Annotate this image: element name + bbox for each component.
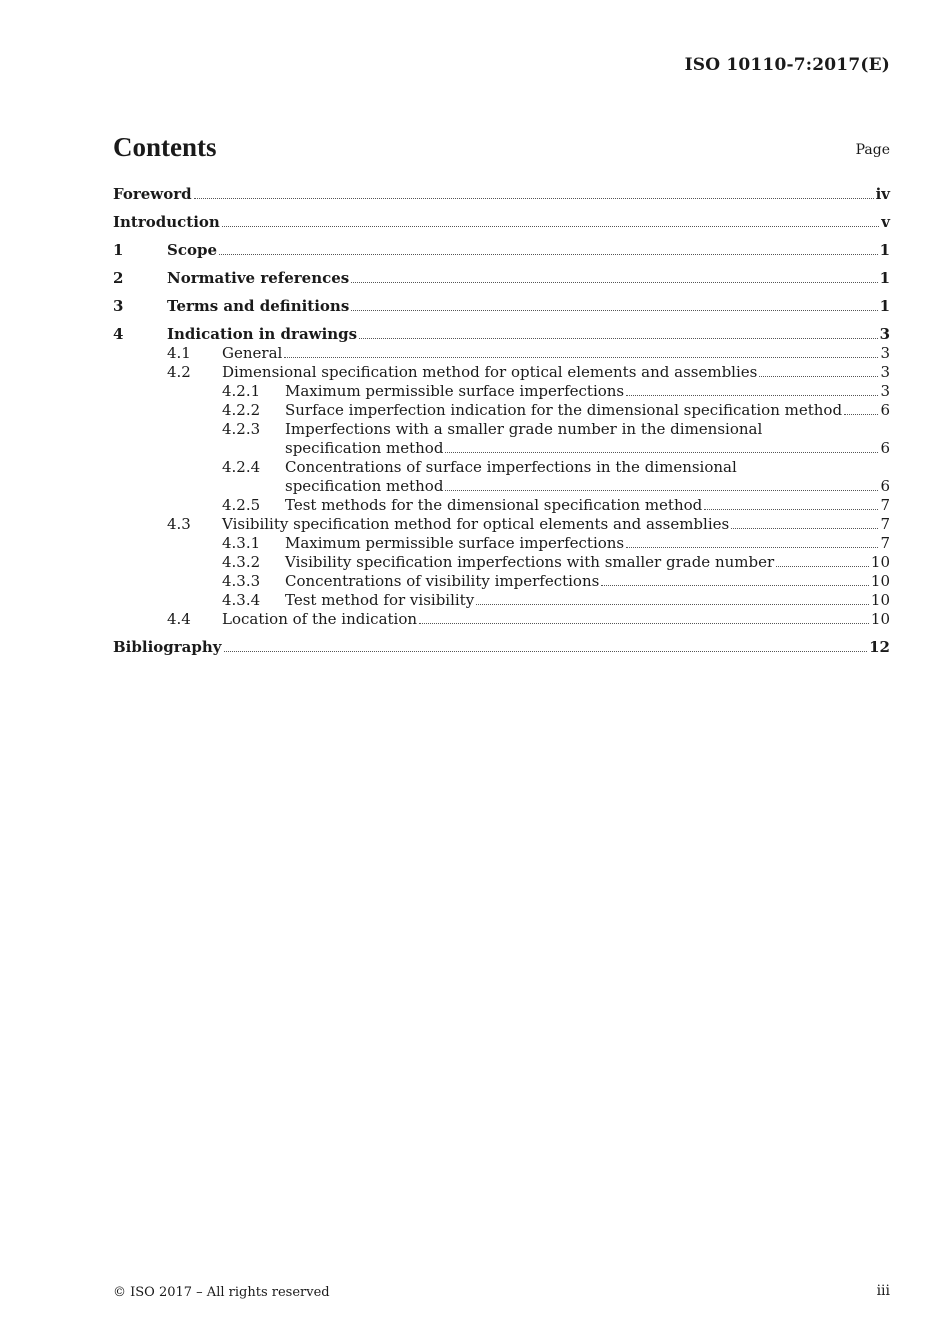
toc-entry[interactable]: [113, 515, 890, 534]
toc-entry[interactable]: [113, 297, 890, 316]
dot-leader: [351, 282, 877, 283]
dot-leader: [704, 509, 878, 510]
toc-entry-page: 6: [880, 439, 890, 457]
dot-leader: [626, 547, 878, 548]
toc-entry-number: 4.4: [167, 610, 191, 628]
toc-entry[interactable]: [113, 638, 890, 657]
toc-entry-number: 1: [113, 241, 124, 259]
toc-entry-page: 1: [879, 269, 890, 287]
toc-entry[interactable]: [113, 496, 890, 515]
toc-entry-page: 1: [879, 297, 890, 315]
dot-leader: [445, 490, 878, 491]
toc-entry-page: 3: [880, 363, 890, 381]
toc-entry-title: Test methods for the dimensional specification method: [285, 496, 703, 514]
toc-entry-number: 4.2: [167, 363, 191, 381]
table-of-contents: [113, 185, 890, 657]
toc-entry-number: 4.3.4: [222, 591, 261, 609]
toc-entry-title: Indication in drawings: [167, 325, 358, 343]
toc-entry[interactable]: [113, 401, 890, 420]
toc-entry[interactable]: [113, 382, 890, 401]
toc-entry-title: Bibliography: [113, 638, 222, 656]
toc-entry-page: 3: [880, 344, 890, 362]
page-column-label: Page: [855, 142, 890, 158]
toc-entry[interactable]: [113, 610, 890, 629]
toc-entry-title: Location of the indication: [222, 610, 418, 628]
toc-entry-title: Concentrations of visibility imperfections: [285, 572, 600, 590]
toc-entry-number: 4.2.1: [222, 382, 261, 400]
toc-entry-title: Normative references: [167, 269, 350, 287]
dot-leader: [476, 604, 869, 605]
toc-entry-number: 3: [113, 297, 124, 315]
toc-entry[interactable]: [113, 344, 890, 363]
dot-leader: [219, 254, 878, 255]
toc-entry-page: 12: [869, 638, 890, 656]
toc-entry-title: Introduction: [113, 213, 220, 231]
toc-entry-page: 10: [870, 572, 890, 590]
copyright-notice: © ISO 2017 – All rights reserved: [113, 1285, 330, 1300]
toc-entry[interactable]: [113, 477, 890, 496]
dot-leader: [776, 566, 869, 567]
toc-entry[interactable]: [113, 534, 890, 553]
toc-entry-number: 4.2.5: [222, 496, 261, 514]
toc-entry-page: 10: [870, 610, 890, 628]
toc-entry-page: 7: [880, 496, 890, 514]
dot-leader: [844, 414, 878, 415]
toc-entry-number: 4.3.3: [222, 572, 261, 590]
toc-entry-title: Surface imperfection indication for the dimensional specification method: [285, 401, 843, 419]
toc-entry-number: 4.1: [167, 344, 191, 362]
dot-leader: [224, 651, 868, 652]
toc-entry-title: Concentrations of surface imperfections in the dimensional: [285, 458, 737, 476]
toc-title: Contents: [113, 132, 217, 162]
toc-entry-page: 10: [870, 553, 890, 571]
toc-entry-number: 2: [113, 269, 124, 287]
toc-entry[interactable]: [113, 325, 890, 344]
toc-entry-page: v: [881, 213, 890, 231]
toc-entry[interactable]: [113, 241, 890, 260]
toc-entry-title: specification method: [285, 477, 444, 495]
toc-entry-line[interactable]: [113, 458, 890, 477]
toc-entry-number: 4.2.3: [222, 420, 261, 438]
toc-entry-title: Maximum permissible surface imperfections: [285, 382, 625, 400]
toc-entry-title: Imperfections with a smaller grade number in the dimensional: [285, 420, 763, 438]
toc-entry-title: Foreword: [113, 185, 192, 203]
toc-entry[interactable]: [113, 185, 890, 204]
dot-leader: [194, 198, 874, 199]
dot-leader: [731, 528, 878, 529]
toc-entry-page: 6: [880, 477, 890, 495]
toc-entry-number: 4.2.2: [222, 401, 261, 419]
toc-entry-page: 7: [880, 534, 890, 552]
toc-entry-page: 6: [880, 401, 890, 419]
toc-entry[interactable]: [113, 213, 890, 232]
toc-entry[interactable]: [113, 572, 890, 591]
toc-entry-title: Test method for visibility: [285, 591, 475, 609]
toc-entry[interactable]: [113, 553, 890, 572]
toc-entry-number: 4.2.4: [222, 458, 261, 476]
toc-entry[interactable]: [113, 363, 890, 382]
toc-entry-number: 4.3: [167, 515, 191, 533]
page-number: iii: [876, 1283, 890, 1299]
toc-entry[interactable]: [113, 591, 890, 610]
toc-entry[interactable]: [113, 439, 890, 458]
toc-entry-number: 4.3.1: [222, 534, 261, 552]
dot-leader: [359, 338, 877, 339]
toc-entry-title: General: [222, 344, 283, 362]
dot-leader: [284, 357, 878, 358]
toc-entry-title: Visibility specification imperfections with smaller grade number: [285, 553, 775, 571]
dot-leader: [419, 623, 869, 624]
toc-entry-title: Terms and definitions: [167, 297, 350, 315]
toc-entry-page: iv: [875, 185, 890, 203]
toc-entry-page: 7: [880, 515, 890, 533]
toc-entry[interactable]: [113, 269, 890, 288]
toc-entry-line[interactable]: [113, 420, 890, 439]
dot-leader: [601, 585, 869, 586]
toc-entry-title: Visibility specification method for optical elements and assemblies: [222, 515, 730, 533]
toc-entry-title: Maximum permissible surface imperfections: [285, 534, 625, 552]
toc-entry-number: 4.3.2: [222, 553, 261, 571]
dot-leader: [222, 226, 879, 227]
toc-entry-page: 3: [879, 325, 890, 343]
dot-leader: [759, 376, 878, 377]
dot-leader: [626, 395, 878, 396]
toc-entry-title: Dimensional specification method for optical elements and assemblies: [222, 363, 758, 381]
toc-header: [113, 132, 890, 166]
toc-entry-title: specification method: [285, 439, 444, 457]
document-standard-id: ISO 10110-7:2017(E): [684, 55, 890, 75]
toc-entry-page: 1: [879, 241, 890, 259]
dot-leader: [351, 310, 877, 311]
dot-leader: [445, 452, 878, 453]
toc-entry-title: Scope: [167, 241, 218, 259]
toc-entry-page: 10: [870, 591, 890, 609]
toc-entry-page: 3: [880, 382, 890, 400]
toc-entry-number: 4: [113, 325, 124, 343]
